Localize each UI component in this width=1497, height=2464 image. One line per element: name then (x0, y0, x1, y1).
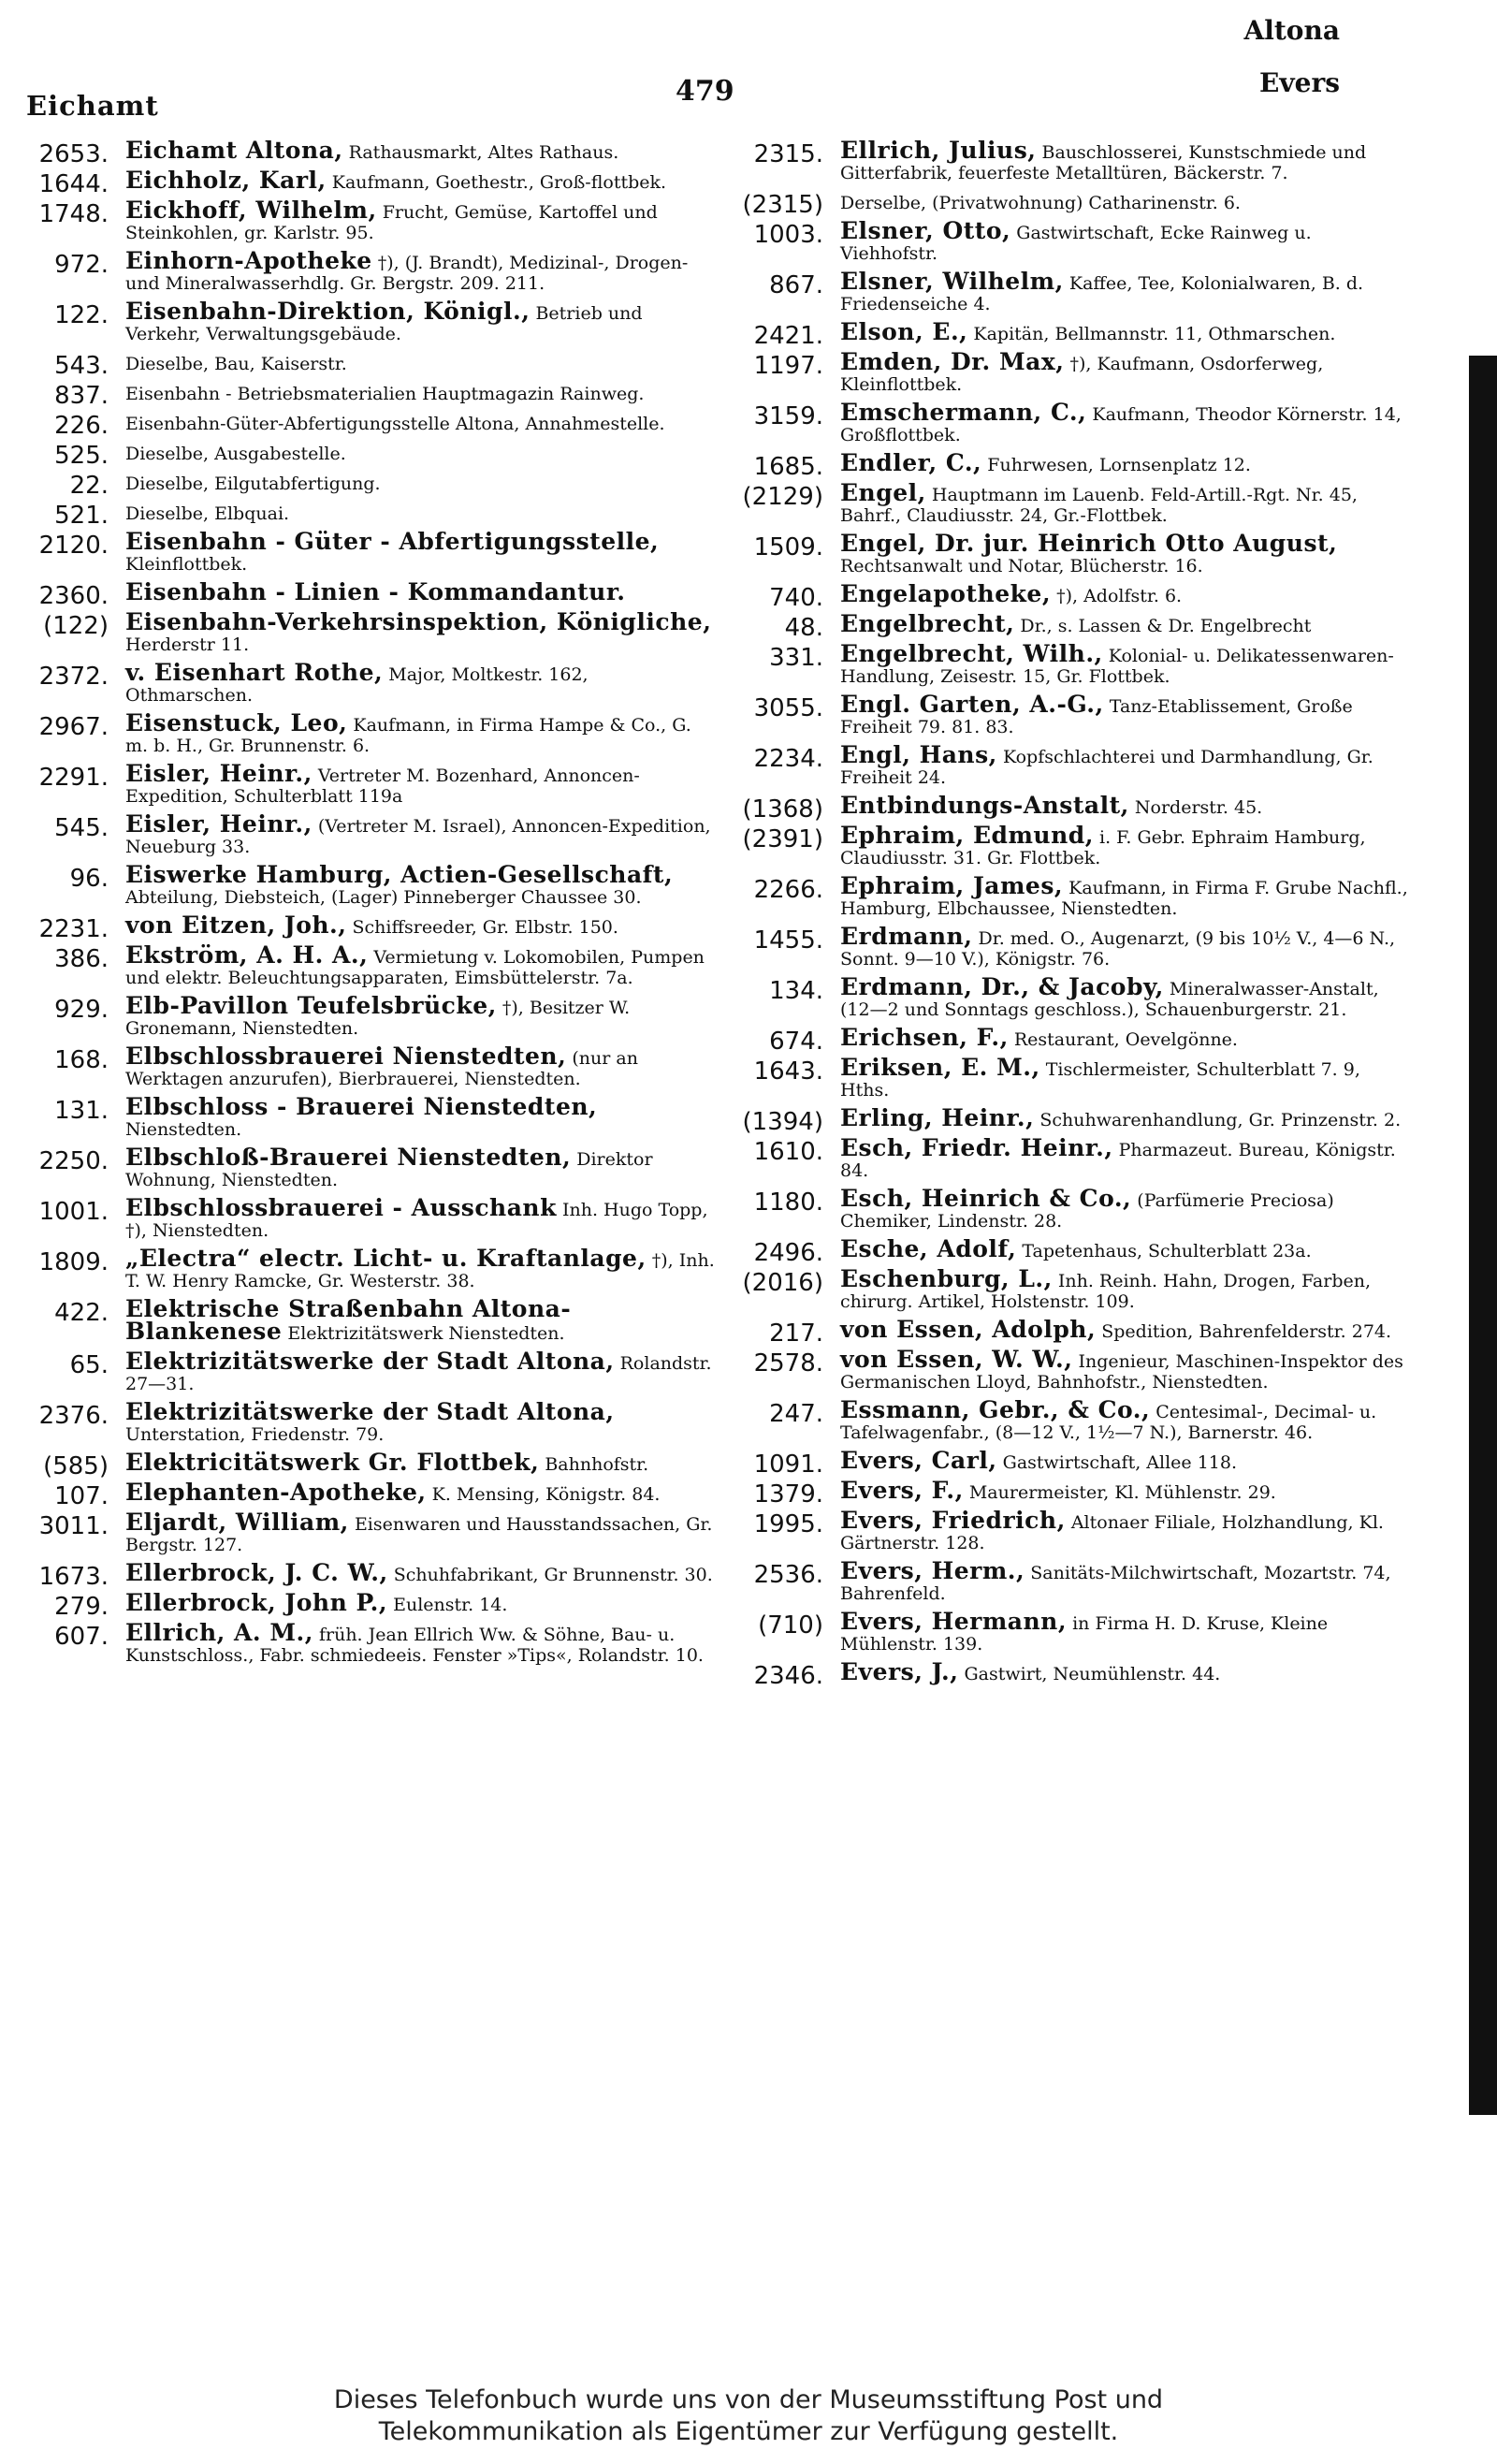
directory-entry (24, 1144, 717, 1190)
subscriber-details: Dr., s. Lassen & Dr. Engelbrecht (1020, 616, 1312, 636)
phone-number: 2496. (753, 1239, 823, 1267)
subscriber-details: Elektrizitätswerk Nienstedten. (287, 1323, 565, 1344)
subscriber-name: von Essen, Adolph, (840, 1316, 1097, 1343)
directory-entry (720, 1265, 1413, 1312)
subscriber-name: Entbindungs-Anstalt, (840, 792, 1129, 819)
directory-entry (720, 348, 1413, 395)
subscriber-name: Ellerbrock, John P., (125, 1589, 388, 1616)
subscriber-details: Dieselbe, Eilgutabfertigung. (125, 474, 381, 494)
subscriber-details: Derselbe, (Privatwohnung) Catharinenstr. 6. (840, 193, 1241, 213)
phone-number: (2315) (742, 191, 823, 219)
subscriber-details: Ingenieur, Maschinen-Inspektor des Germanischen Lloyd, Bahnhofstr., Nienstedten. (840, 1351, 1403, 1392)
subscriber-details: Restaurant, Oevelgönne. (1013, 1029, 1238, 1050)
subscriber-name: Essmann, Gebr., & Co., (840, 1396, 1151, 1423)
directory-entry (24, 472, 717, 500)
phone-number: 2536. (753, 1561, 823, 1589)
directory-entry (24, 941, 717, 988)
subscriber-details: Nienstedten. (125, 1119, 242, 1140)
thumb-index-bar (1469, 356, 1497, 2115)
subscriber-details: Kaufmann, Theodor Körnerstr. 14, Großflottbek. (840, 404, 1402, 445)
phone-number: 972. (54, 251, 109, 279)
directory-entry (720, 691, 1413, 737)
subscriber-details: Inh. Reinh. Hahn, Drogen, Farben, chirurg. Artikel, Holstenstr. 109. (840, 1271, 1372, 1312)
subscriber-details: Kaffee, Tee, Kolonialwaren, B. d. Friedenseiche 4. (840, 273, 1364, 314)
subscriber-details: Fuhrwesen, Lornsenplatz 12. (987, 455, 1251, 475)
phone-number: 134. (769, 977, 823, 1005)
phone-number: 386. (54, 945, 109, 973)
directory-entry (720, 217, 1413, 264)
footer-notice (0, 2384, 1497, 2464)
subscriber-details: Dieselbe, Elbquai. (125, 503, 290, 524)
subscriber-details: Rolandstr. 27—31. (125, 1353, 712, 1394)
directory-entry (720, 872, 1413, 919)
directory-entry (720, 822, 1413, 868)
phone-number: 607. (54, 1623, 109, 1651)
subscriber-details: †), Inh. T. W. Henry Ramcke, Gr. Westerstr. 38. (125, 1250, 715, 1291)
subscriber-details: Schuhfabrikant, Gr Brunnenstr. 30. (393, 1565, 713, 1585)
phone-number: 65. (69, 1351, 109, 1379)
subscriber-name: Eriksen, E. M., (840, 1054, 1040, 1081)
subscriber-details: Inh. Hugo Topp, †), Nienstedten. (125, 1200, 708, 1241)
phone-number: 1379. (753, 1480, 823, 1509)
directory-entry (24, 911, 717, 943)
directory-entry (24, 1245, 717, 1291)
subscriber-name: Endler, C., (840, 449, 982, 476)
phone-number: 2372. (38, 663, 109, 691)
directory-entry (24, 1295, 717, 1345)
subscriber-details: Spedition, Bahrenfelderstr. 274. (1101, 1321, 1392, 1342)
subscriber-details: früh. Jean Ellrich Ww. & Söhne, Bau- u. Kunstschloss., Fabr. schmiedeeis. Fenster »Tips«, Rolandstr. 10. (125, 1625, 704, 1666)
subscriber-details: Direktor Wohnung, Nienstedten. (125, 1149, 653, 1190)
phone-number: 22. (69, 472, 109, 500)
phone-number: (585) (43, 1452, 109, 1480)
directory-entry (720, 640, 1413, 687)
directory-entry (720, 1608, 1413, 1655)
directory-entry (720, 479, 1413, 526)
subscriber-name: v. Eisenhart Rothe, (125, 659, 384, 686)
phone-number: (1368) (742, 795, 823, 824)
subscriber-name: Engelbrecht, Wilh., (840, 640, 1103, 667)
subscriber-name: Evers, Friedrich, (840, 1507, 1066, 1534)
subscriber-name: Engelapotheke, (840, 580, 1052, 607)
directory-entry (24, 442, 717, 470)
subscriber-details: Abteilung, Diebsteich, (Lager) Pinneberger Chaussee 30. (125, 887, 642, 908)
running-head-right: Evers (1259, 67, 1340, 98)
subscriber-details: Eisenbahn-Güter-Abfertigungsstelle Altona, Annahmestelle. (125, 414, 665, 434)
directory-entry (24, 197, 717, 243)
phone-number: 2231. (38, 915, 109, 943)
subscriber-details: Altonaer Filiale, Holzhandlung, Kl. Gärtnerstr. 128. (840, 1512, 1384, 1553)
right-column (720, 137, 1413, 1692)
subscriber-details: Gastwirtschaft, Ecke Rainweg u. Viehhofstr. (840, 223, 1312, 264)
phone-number: 525. (54, 442, 109, 470)
directory-entry (24, 861, 717, 908)
subscriber-name: Esch, Friedr. Heinr., (840, 1134, 1113, 1161)
directory-entry (720, 1054, 1413, 1101)
subscriber-details: (Vertreter M. Israel), Annoncen-Expedition, Neueburg 33. (125, 816, 711, 857)
phone-number: 2250. (38, 1147, 109, 1175)
footer-line-2: Telekommunikation als Eigentümer zur Verfügung gestellt. (378, 2417, 1119, 2446)
subscriber-name: Evers, Carl, (840, 1447, 997, 1474)
directory-entry (720, 399, 1413, 445)
subscriber-name: Ephraim, James, (840, 872, 1064, 899)
subscriber-details: Pharmazeut. Bureau, Königstr. 84. (840, 1140, 1396, 1181)
subscriber-details: †), Adolfstr. 6. (1056, 586, 1183, 606)
subscriber-name: Eichamt Altona, (125, 137, 343, 164)
subscriber-name: Ellerbrock, J. C. W., (125, 1559, 388, 1586)
subscriber-details: Kleinflottbek. (125, 554, 248, 575)
phone-number: (1394) (742, 1108, 823, 1136)
subscriber-details: Rathausmarkt, Altes Rathaus. (348, 142, 619, 163)
phone-number: 3055. (753, 694, 823, 722)
subscriber-details: Frucht, Gemüse, Kartoffel und Steinkohlen, gr. Karlstr. 95. (125, 202, 658, 243)
directory-entry (24, 810, 717, 857)
directory-entry (24, 1559, 717, 1591)
directory-entry (720, 449, 1413, 481)
phone-number: 521. (54, 502, 109, 530)
subscriber-name: Eschenburg, L., (840, 1265, 1053, 1292)
subscriber-name: Elektricitätswerk Gr. Flottbek, (125, 1449, 540, 1476)
subscriber-details: Major, Moltkestr. 162, Othmarschen. (125, 664, 589, 706)
phone-number: 107. (54, 1482, 109, 1510)
subscriber-details: Norderstr. 45. (1134, 797, 1263, 818)
subscriber-name: Elektrische Straßenbahn Altona-Blankenese (125, 1295, 572, 1345)
phone-number: 1180. (753, 1188, 823, 1217)
phone-number: 279. (54, 1593, 109, 1621)
phone-number: 226. (54, 412, 109, 440)
directory-entry (720, 580, 1413, 612)
subscriber-details: Kolonial- u. Delikatessenwaren-Handlung, Zeisestr. 15, Gr. Flottbek. (840, 646, 1394, 687)
subscriber-name: Esche, Adolf, (840, 1235, 1017, 1262)
phone-number: 929. (54, 996, 109, 1024)
phone-number: (2129) (742, 483, 823, 511)
running-head-left: Eichamt (26, 90, 159, 122)
subscriber-name: Ellrich, Julius, (840, 137, 1037, 164)
subscriber-name: Evers, Hermann, (840, 1608, 1068, 1635)
phone-number: 1455. (753, 926, 823, 955)
subscriber-details: Tischlermeister, Schulterblatt 7. 9, Hths. (840, 1059, 1360, 1101)
directory-entry (24, 709, 717, 756)
subscriber-details: Betrieb und Verkehr, Verwaltungsgebäude. (125, 303, 643, 344)
directory-entry (24, 502, 717, 530)
directory-entry (720, 973, 1413, 1020)
directory-entry (24, 1042, 717, 1089)
subscriber-name: Eichholz, Karl, (125, 167, 327, 194)
subscriber-details: Herderstr 11. (125, 634, 250, 655)
directory-entry (720, 1447, 1413, 1479)
subscriber-details: Gastwirt, Neumühlenstr. 44. (964, 1664, 1221, 1684)
phone-number: (122) (43, 612, 109, 640)
subscriber-details: Kopfschlachterei und Darmhandlung, Gr. Freiheit 24. (840, 747, 1373, 788)
phone-number: 545. (54, 814, 109, 842)
subscriber-details: †), (J. Brandt), Medizinal-, Drogen- und Mineralwasserhdlg. Gr. Bergstr. 209. 211. (125, 253, 689, 294)
directory-entry (720, 1658, 1413, 1690)
subscriber-name: Elbschloß-Brauerei Nienstedten, (125, 1144, 572, 1171)
subscriber-details: Tapetenhaus, Schulterblatt 23a. (1022, 1241, 1312, 1261)
subscriber-details: Kaufmann, in Firma Hampe & Co., G. m. b. H., Gr. Brunnenstr. 6. (125, 715, 691, 756)
subscriber-name: Elb-Pavillon Teufelsbrücke, (125, 992, 497, 1019)
directory-entry (720, 137, 1413, 183)
subscriber-name: Evers, J., (840, 1658, 959, 1685)
subscriber-name: Engl, Hans, (840, 741, 997, 768)
subscriber-name: Engel, Dr. jur. Heinrich Otto August, (840, 530, 1338, 557)
directory-entry (24, 382, 717, 410)
directory-entry (24, 247, 717, 294)
subscriber-details: Centesimal-, Decimal- u. Tafelwagenfabr., (8—12 V., 1½—7 N.), Barnerstr. 46. (840, 1402, 1377, 1443)
subscriber-name: von Eitzen, Joh., (125, 911, 347, 939)
subscriber-name: Elephanten-Apotheke, (125, 1479, 427, 1506)
directory-entry (720, 1024, 1413, 1056)
subscriber-name: Eisler, Heinr., (125, 760, 312, 787)
phone-number: 2578. (753, 1349, 823, 1378)
phone-number: 1610. (753, 1138, 823, 1166)
directory-entry (720, 741, 1413, 788)
left-column (24, 137, 717, 1673)
phone-number: 1197. (753, 352, 823, 380)
directory-entry (720, 1346, 1413, 1392)
phone-number: 543. (54, 352, 109, 380)
subscriber-details: Vertreter M. Bozenhard, Annoncen-Expedition, Schulterblatt 119a (125, 765, 640, 807)
phone-number: 2967. (38, 713, 109, 741)
directory-entry (24, 1194, 717, 1241)
directory-entry (720, 610, 1413, 642)
subscriber-details: Maurermeister, Kl. Mühlenstr. 29. (968, 1482, 1276, 1503)
subscriber-details: Dieselbe, Bau, Kaiserstr. (125, 354, 347, 374)
directory-entry (720, 530, 1413, 576)
subscriber-name: Evers, F., (840, 1477, 964, 1504)
directory-entry (720, 1185, 1413, 1232)
subscriber-details: Rechtsanwalt und Notar, Blücherstr. 16. (840, 556, 1203, 576)
subscriber-details: Eisenwaren und Hausstandssachen, Gr. Bergstr. 127. (125, 1514, 713, 1555)
subscriber-details: Dr. med. O., Augenarzt, (9 bis 10½ V., 4—6 N., Sonnt. 9—10 V.), Königstr. 76. (840, 928, 1396, 970)
phone-number: 122. (54, 301, 109, 329)
subscriber-name: Erdmann, (840, 923, 973, 950)
subscriber-name: Engl. Garten, A.-G., (840, 691, 1104, 718)
subscriber-name: Emden, Dr. Max, (840, 348, 1065, 375)
subscriber-details: Eulenstr. 14. (393, 1595, 508, 1615)
phone-number: 867. (769, 271, 823, 299)
directory-entry (24, 1509, 717, 1555)
subscriber-name: Eickhoff, Wilhelm, (125, 197, 377, 224)
subscriber-details: Schuhwarenhandlung, Gr. Prinzenstr. 2. (1039, 1110, 1402, 1130)
directory-entry (24, 1398, 717, 1445)
phone-number: 2266. (753, 876, 823, 904)
directory-entry (720, 1235, 1413, 1267)
subscriber-details: Schiffsreeder, Gr. Elbstr. 150. (352, 917, 618, 938)
phone-number: 674. (769, 1028, 823, 1056)
subscriber-name: Eisenbahn-Verkehrsinspektion, Königliche, (125, 608, 712, 635)
subscriber-details: Kapitän, Bellmannstr. 11, Othmarschen. (973, 324, 1336, 344)
phone-number: (710) (758, 1611, 823, 1640)
subscriber-name: Elbschlossbrauerei - Ausschank (125, 1194, 557, 1221)
phone-number: 1673. (38, 1563, 109, 1591)
directory-entry (720, 923, 1413, 970)
subscriber-name: Engelbrecht, (840, 610, 1015, 637)
page-number: 479 (676, 75, 734, 108)
directory-entry (24, 137, 717, 168)
phone-number: 3159. (753, 402, 823, 430)
phone-number: 1091. (753, 1451, 823, 1479)
subscriber-name: Engel, (840, 479, 926, 506)
phone-number: 740. (769, 584, 823, 612)
subscriber-details: Hauptmann im Lauenb. Feld-Artill.-Rgt. Nr. 45, Bahrf., Claudiusstr. 24, Gr.-Flottbek. (840, 485, 1358, 526)
subscriber-name: „Electra“ electr. Licht- u. Kraftanlage, (125, 1245, 647, 1272)
phone-number: 2421. (753, 322, 823, 350)
subscriber-name: Ellrich, A. M., (125, 1619, 313, 1646)
phone-number: 2291. (38, 764, 109, 792)
directory-entry (720, 268, 1413, 314)
phone-number: 837. (54, 382, 109, 410)
subscriber-name: Eiswerke Hamburg, Actien-Gesellschaft, (125, 861, 674, 888)
footer-line-1: Dieses Telefonbuch wurde uns von der Museumsstiftung Post und (333, 2385, 1164, 2414)
directory-entry (24, 1093, 717, 1140)
directory-entry (24, 1348, 717, 1394)
subscriber-details: Dieselbe, Ausgabestelle. (125, 444, 346, 464)
subscriber-details: Bahnhofstr. (545, 1454, 649, 1475)
subscriber-details: (nur an Werktagen anzurufen), Bierbrauerei, Nienstedten. (125, 1048, 638, 1089)
directory-entry (24, 1449, 717, 1480)
subscriber-name: Esch, Heinrich & Co., (840, 1185, 1132, 1212)
subscriber-name: Elbschloss - Brauerei Nienstedten, (125, 1093, 598, 1120)
phone-number: 131. (54, 1097, 109, 1125)
subscriber-name: Elson, E., (840, 318, 968, 345)
subscriber-details: Kaufmann, in Firma F. Grube Nachfl., Hamburg, Elbchaussee, Nienstedten. (840, 878, 1408, 919)
directory-entry (24, 528, 717, 575)
phone-number: 2360. (38, 582, 109, 610)
directory-entry (24, 578, 717, 610)
subscriber-name: Ekström, A. H. A., (125, 941, 369, 969)
running-head-city: Altona (1243, 15, 1340, 46)
phone-number: 1509. (753, 533, 823, 561)
phone-number: 2120. (38, 532, 109, 560)
subscriber-name: Elsner, Otto, (840, 217, 1011, 244)
subscriber-name: Elektrizitätswerke der Stadt Altona, (125, 1348, 615, 1375)
subscriber-details: Tanz-Etablissement, Große Freiheit 79. 81. 83. (840, 696, 1353, 737)
phone-number: 2315. (753, 140, 823, 168)
subscriber-details: Eisenbahn - Betriebsmaterialien Hauptmagazin Rainweg. (125, 384, 645, 404)
subscriber-name: Elektrizitätswerke der Stadt Altona, (125, 1398, 615, 1425)
subscriber-name: Erichsen, F., (840, 1024, 1009, 1051)
subscriber-details: Vermietung v. Lokomobilen, Pumpen und elektr. Beleuchtungsapparaten, Eimsbüttelerstr. 7a. (125, 947, 705, 988)
subscriber-name: von Essen, W. W., (840, 1346, 1073, 1373)
directory-entry (24, 167, 717, 198)
subscriber-details: Sanitäts-Milchwirtschaft, Mozartstr. 74, Bahrenfeld. (840, 1563, 1391, 1604)
directory-entry (24, 298, 717, 344)
subscriber-details: in Firma H. D. Kruse, Kleine Mühlenstr. 139. (840, 1613, 1329, 1655)
subscriber-name: Emschermann, C., (840, 399, 1087, 426)
subscriber-name: Eisenstuck, Leo, (125, 709, 348, 736)
directory-entry (24, 608, 717, 655)
subscriber-name: Eisenbahn-Direktion, Königl., (125, 298, 530, 325)
phone-number: 2234. (753, 745, 823, 773)
phone-number: 1643. (753, 1057, 823, 1086)
directory-entry (720, 318, 1413, 350)
directory-entry (24, 412, 717, 440)
phone-number: 2653. (38, 140, 109, 168)
directory-entry (720, 1316, 1413, 1348)
subscriber-name: Eisenbahn - Güter - Abfertigungsstelle, (125, 528, 660, 555)
phone-number: (2391) (742, 825, 823, 853)
directory-entry (720, 1134, 1413, 1181)
phone-number: 96. (69, 865, 109, 893)
subscriber-name: Elbschlossbrauerei Nienstedten, (125, 1042, 567, 1070)
directory-entry (24, 1619, 717, 1666)
phone-number: 3011. (38, 1512, 109, 1540)
phone-number: 1748. (38, 200, 109, 228)
subscriber-name: Erling, Heinr., (840, 1104, 1035, 1131)
directory-entry (720, 1507, 1413, 1553)
subscriber-name: Einhorn-Apotheke (125, 247, 372, 274)
subscriber-name: Eljardt, William, (125, 1509, 349, 1536)
subscriber-details: Mineralwasser-Anstalt, (12—2 und Sonntags geschloss.), Schauenburgerstr. 21. (840, 979, 1379, 1020)
phone-number: 1644. (38, 170, 109, 198)
phone-number: 1685. (753, 453, 823, 481)
phone-number: 168. (54, 1046, 109, 1074)
directory-entry (24, 659, 717, 706)
subscriber-details: K. Mensing, Königstr. 84. (431, 1484, 661, 1505)
phone-number: 2346. (753, 1662, 823, 1690)
phone-number: 247. (769, 1400, 823, 1428)
directory-entry (720, 1104, 1413, 1136)
phone-number: 217. (769, 1319, 823, 1348)
subscriber-name: Eisenbahn - Linien - Kommandantur. (125, 578, 626, 605)
directory-entry (24, 1479, 717, 1510)
subscriber-name: Erdmann, Dr., & Jacoby, (840, 973, 1164, 1000)
subscriber-details: Unterstation, Friedenstr. 79. (125, 1424, 385, 1445)
subscriber-details: †), Besitzer W. Gronemann, Nienstedten. (125, 998, 631, 1039)
directory-entry (24, 1589, 717, 1621)
phone-number: 48. (784, 614, 823, 642)
phone-number: 1995. (753, 1510, 823, 1538)
phone-number: 1003. (753, 221, 823, 249)
subscriber-name: Eisler, Heinr., (125, 810, 312, 838)
subscriber-name: Ephraim, Edmund, (840, 822, 1094, 849)
directory-entry (720, 792, 1413, 824)
phone-number: 2376. (38, 1402, 109, 1430)
subscriber-details: Kaufmann, Goethestr., Groß-flottbek. (331, 172, 667, 193)
directory-entry (24, 352, 717, 380)
phone-number: 331. (769, 644, 823, 672)
phone-number: 1001. (38, 1198, 109, 1226)
subscriber-details: (Parfümerie Preciosa) Chemiker, Lindenstr. 28. (840, 1190, 1334, 1232)
phone-number: (2016) (742, 1269, 823, 1297)
subscriber-details: Gastwirtschaft, Allee 118. (1002, 1452, 1238, 1473)
directory-entry (24, 760, 717, 807)
subscriber-details: Bauschlosserei, Kunstschmiede und Gitterfabrik, feuerfeste Metalltüren, Bäckerstr. 7. (840, 142, 1367, 183)
directory-entry (720, 191, 1413, 219)
directory-entry (24, 992, 717, 1039)
directory-entry (720, 1477, 1413, 1509)
subscriber-name: Elsner, Wilhelm, (840, 268, 1064, 295)
phone-number: 1809. (38, 1248, 109, 1276)
subscriber-details: i. F. Gebr. Ephraim Hamburg, Claudiusstr. 31. Gr. Flottbek. (840, 827, 1366, 868)
subscriber-details: †), Kaufmann, Osdorferweg, Kleinflottbek. (840, 354, 1324, 395)
phone-number: 422. (54, 1299, 109, 1327)
directory-entry (720, 1557, 1413, 1604)
subscriber-name: Evers, Herm., (840, 1557, 1025, 1584)
directory-entry (720, 1396, 1413, 1443)
